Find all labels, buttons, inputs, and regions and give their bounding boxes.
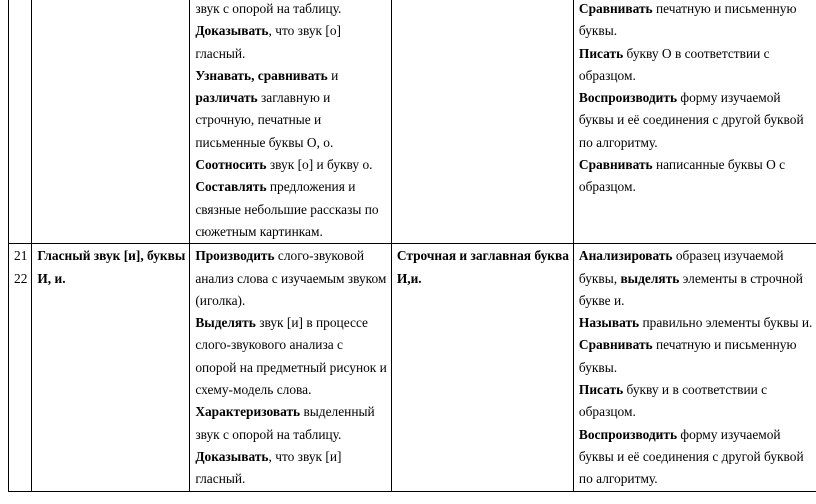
text-line [579, 0, 812, 20]
text-line [579, 468, 812, 490]
text-fragment: образцом. [578, 179, 636, 195]
text-line [579, 20, 812, 42]
lesson-number-cell [9, 244, 32, 491]
bold-verb: Соотносить [195, 157, 267, 173]
text-line [195, 109, 387, 131]
bold-verb: Доказывать [195, 448, 269, 464]
text-fragment: букве и. [578, 292, 625, 308]
text-line [579, 43, 812, 65]
letters-cell [391, 244, 573, 491]
text-line [195, 43, 387, 65]
text-line [579, 424, 812, 446]
text-fragment: букву О в соответствии с [623, 45, 770, 61]
letters-line: Строчная и заглавная буква [396, 248, 569, 264]
text-fragment: звук с опорой на таблицу. [195, 1, 342, 16]
text-line [579, 357, 812, 379]
text-line [195, 0, 387, 20]
text-fragment: по алгоритму. [578, 471, 658, 487]
text-line [195, 290, 387, 312]
bold-verb: Называть [578, 315, 640, 331]
text-fragment: строчную, печатные и [195, 112, 322, 128]
text-fragment: выделенный [300, 404, 375, 420]
writing-activities-cell [573, 244, 816, 491]
text-line [195, 221, 387, 243]
text-line [195, 312, 387, 334]
text-fragment: написанные буквы О с [652, 157, 786, 173]
bold-verb: Сравнивать [578, 157, 653, 173]
text-line [195, 268, 387, 290]
text-fragment: печатную и письменную [652, 337, 797, 353]
text-fragment: образцом. [578, 67, 636, 83]
text-fragment: слого-звукового анализа с [195, 337, 343, 353]
text-line [195, 379, 387, 401]
bold-verb: Писать [578, 45, 624, 61]
text-fragment: буквы и её соединения с другой буквой [578, 448, 804, 464]
text-fragment: , что звук [и] [268, 448, 342, 464]
topic-cell [32, 0, 190, 244]
lesson-number: 22 [14, 270, 28, 286]
text-line [195, 424, 387, 446]
bold-verb: Выделять [195, 315, 256, 331]
text-fragment: форму изучаемой [677, 426, 781, 442]
text-fragment: и [327, 67, 339, 83]
text-fragment: элементы в строчной [679, 270, 803, 286]
topic-cell [32, 244, 190, 491]
bold-verb: Узнавать, сравнивать [195, 67, 328, 83]
table-row-lesson-21 [9, 244, 816, 491]
bold-verb: различать [195, 90, 258, 106]
table-row-previous [9, 0, 816, 244]
text-line [579, 245, 812, 267]
text-line [195, 176, 387, 198]
text-fragment: звук [и] в процессе [255, 315, 368, 331]
bold-verb: Характеризовать [195, 404, 301, 420]
letters-line: И,и. [396, 270, 422, 286]
text-line [195, 65, 387, 87]
text-fragment: правильно элементы буквы и. [639, 315, 813, 331]
text-line [195, 334, 387, 356]
writing-activities-cell [573, 0, 816, 244]
text-fragment: форму изучаемой [677, 90, 781, 106]
text-line [579, 154, 812, 176]
text-fragment: опорой на предметный рисунок и [195, 359, 387, 375]
text-fragment: письменные буквы О, о. [195, 134, 334, 150]
text-fragment: предложения и [266, 179, 356, 195]
text-line [579, 87, 812, 109]
text-line [195, 132, 387, 154]
text-fragment: анализ слова с изучаемым звуком [195, 270, 387, 286]
text-fragment: образцом. [578, 404, 636, 420]
text-fragment: буквы, [578, 270, 621, 286]
text-line [579, 109, 812, 131]
lesson-number: 21 [14, 248, 28, 264]
bold-verb: Воспроизводить [578, 426, 678, 442]
bold-verb: Производить [195, 248, 275, 264]
text-line [195, 468, 387, 490]
bold-verb: Сравнивать [578, 1, 653, 16]
bold-verb: Составлять [195, 179, 267, 195]
bold-verb: Сравнивать [578, 337, 653, 353]
bold-verb: Писать [578, 382, 624, 398]
bold-verb: выделять [620, 270, 680, 286]
number-cell [9, 0, 32, 244]
text-line [579, 334, 812, 356]
text-line [195, 401, 387, 423]
text-fragment: , что звук [о] [268, 23, 341, 39]
text-fragment: (иголка). [195, 292, 246, 308]
text-line [195, 199, 387, 221]
text-line [579, 446, 812, 468]
text-fragment: звук [о] и букву о. [266, 157, 373, 173]
text-line [195, 357, 387, 379]
topic-line: Гласный звук [и], буквы [37, 248, 186, 264]
text-line [579, 132, 812, 154]
text-fragment: буквы. [578, 359, 618, 375]
letters-cell [391, 0, 573, 244]
text-line [579, 176, 812, 198]
bold-verb: Доказывать [195, 23, 269, 39]
text-line [579, 268, 812, 290]
lesson-plan-table [8, 0, 816, 492]
text-line [195, 446, 387, 468]
text-fragment: схему-модель слова. [195, 382, 312, 398]
text-line [195, 20, 387, 42]
text-fragment: образец изучаемой [672, 248, 784, 264]
text-fragment: буквы. [578, 23, 618, 39]
bold-verb: Воспроизводить [578, 90, 678, 106]
text-fragment: буквы и её соединения с другой буквой [578, 112, 804, 128]
text-fragment: по алгоритму. [578, 134, 658, 150]
activities-cell [190, 0, 392, 244]
text-fragment: связные небольшие рассказы по [195, 201, 379, 217]
text-fragment: звук с опорой на таблицу. [195, 426, 342, 442]
text-fragment: заглавную и [257, 90, 331, 106]
activities-cell [190, 244, 392, 491]
text-line [579, 65, 812, 87]
text-fragment: гласный. [195, 45, 246, 61]
text-line [579, 312, 812, 334]
text-line [579, 379, 812, 401]
text-line [195, 87, 387, 109]
text-line [195, 154, 387, 176]
bold-verb: Анализировать [578, 248, 673, 264]
text-line [579, 290, 812, 312]
text-fragment: букву и в соответствии с [623, 382, 768, 398]
text-line [579, 401, 812, 423]
topic-line: И, и. [37, 270, 66, 286]
text-fragment: гласный. [195, 471, 246, 487]
text-fragment: сюжетным картинкам. [195, 223, 323, 239]
text-line [195, 245, 387, 267]
text-fragment: слого-звуковой [274, 248, 365, 264]
text-fragment: печатную и письменную [652, 1, 797, 16]
